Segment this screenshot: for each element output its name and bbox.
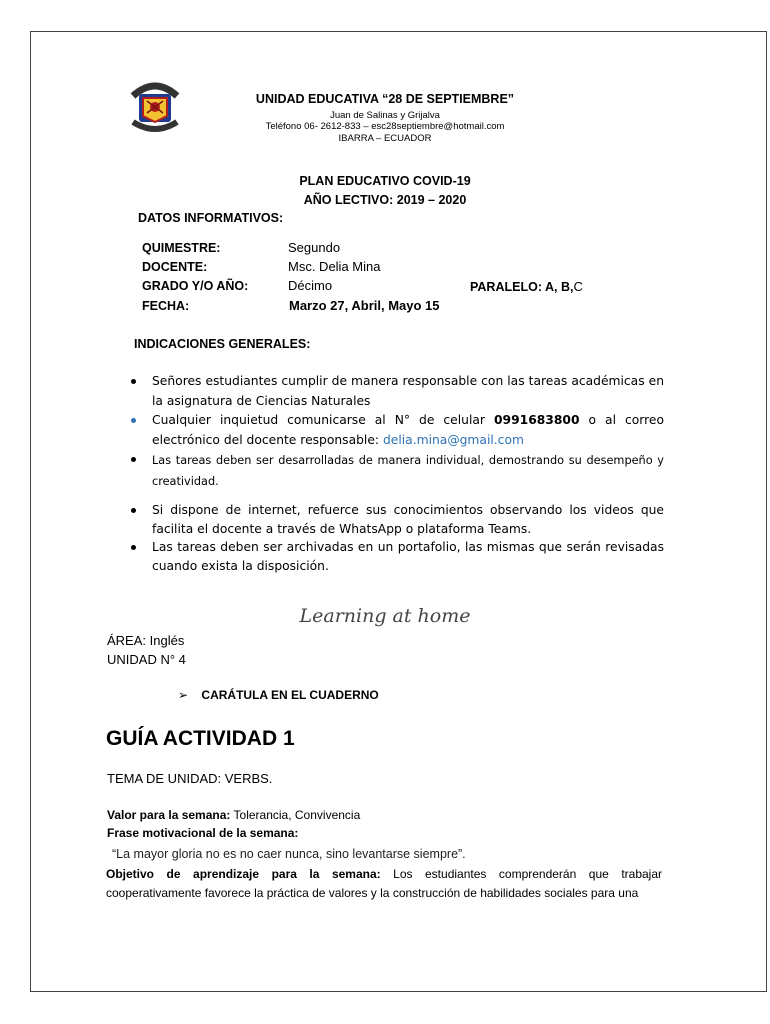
frase-label: Frase motivacional de la semana: — [107, 826, 299, 840]
email-link[interactable]: delia.mina@gmail.com — [382, 432, 524, 447]
grado-label: GRADO Y/O AÑO: — [142, 279, 249, 293]
tema-text: TEMA DE UNIDAD: VERBS. — [107, 771, 273, 786]
bullet-icon — [131, 508, 136, 513]
grado-value: Décimo — [288, 278, 333, 293]
school-name: UNIDAD EDUCATIVA “28 DE SEPTIEMBRE” — [255, 92, 515, 106]
valor-value: Tolerancia, Convivencia — [230, 808, 361, 822]
unidad-text: UNIDAD N° 4 — [107, 652, 186, 667]
objetivo-label: Objetivo de aprendizaje para la semana: — [106, 867, 381, 881]
item-text: Las tareas deben ser archivadas en un portafolio, las mismas que serán revisadas cuando exista la disposición. — [152, 540, 664, 573]
quimestre-label: QUIMESTRE: — [142, 241, 221, 255]
fecha-label: FECHA: — [142, 299, 190, 313]
school-city: IBARRA – ECUADOR — [338, 133, 432, 144]
arrow-bullet-icon: ➢ — [178, 688, 189, 702]
learning-at-home-heading: Learning at home — [299, 605, 471, 627]
school-address: Juan de Salinas y Grijalva — [330, 110, 440, 121]
bullet-icon — [131, 379, 136, 384]
list-item — [128, 501, 664, 538]
datos-heading: DATOS INFORMATIVOS: — [138, 211, 284, 225]
objetivo-paragraph — [106, 865, 662, 903]
valor-line — [107, 808, 360, 822]
list-item — [128, 411, 664, 450]
bullet-icon — [131, 457, 136, 462]
quimestre-value: Segundo — [288, 240, 341, 255]
fecha-value: Marzo 27, Abril, Mayo 15 — [289, 298, 440, 313]
school-contact: Teléfono 06- 2612-833 – esc28septiembre@hotmail.com — [265, 121, 505, 132]
objetivo-value: Los estudiantes comprenderán que trabajar cooperativamente favorece la práctica de valores y la construcción de habilidades sociales para una — [106, 867, 663, 900]
docente-value: Msc. Delia Mina — [288, 259, 381, 274]
plan-title: PLAN EDUCATIVO COVID-19 — [299, 174, 471, 188]
paralelo-label: PARALELO: A, B, — [470, 280, 574, 294]
guia-heading: GUÍA ACTIVIDAD 1 — [106, 727, 295, 750]
item-text: o al correo electrónico del docente responsable: — [152, 413, 664, 447]
list-item — [128, 538, 664, 575]
paralelo-value: C — [573, 279, 583, 294]
list-item — [128, 450, 664, 492]
indicaciones-list — [128, 372, 664, 575]
item-text: Si dispone de internet, refuerce sus conocimientos observando los videos que facilita el docente a través de WhatsApp o plataforma Teams. — [152, 503, 664, 536]
caratula-line — [178, 688, 379, 702]
item-text: Señores estudiantes cumplir de manera responsable con las tareas académicas en la asignatura de Ciencias Naturales — [152, 374, 664, 408]
list-item — [128, 372, 664, 411]
caratula-text: CARÁTULA EN EL CUADERNO — [201, 688, 379, 702]
plan-year: AÑO LECTIVO: 2019 – 2020 — [303, 193, 467, 207]
phone-number: 0991683800 — [493, 413, 580, 427]
valor-label: Valor para la semana: — [107, 808, 231, 822]
docente-label: DOCENTE: — [142, 260, 208, 274]
bullet-icon — [131, 545, 136, 550]
item-text: Las tareas deben ser desarrolladas de manera individual, demostrando su desempeño y creatividad. — [152, 454, 664, 488]
bullet-icon — [131, 418, 136, 423]
paralelo — [470, 278, 583, 296]
area-text: ÁREA: Inglés — [107, 633, 185, 648]
item-text: Cualquier inquietud comunicarse al N° de celular — [152, 413, 494, 427]
indicaciones-heading: INDICACIONES GENERALES: — [134, 337, 311, 351]
motivational-quote: “La mayor gloria no es no caer nunca, sino levantarse siempre”. — [112, 847, 466, 861]
